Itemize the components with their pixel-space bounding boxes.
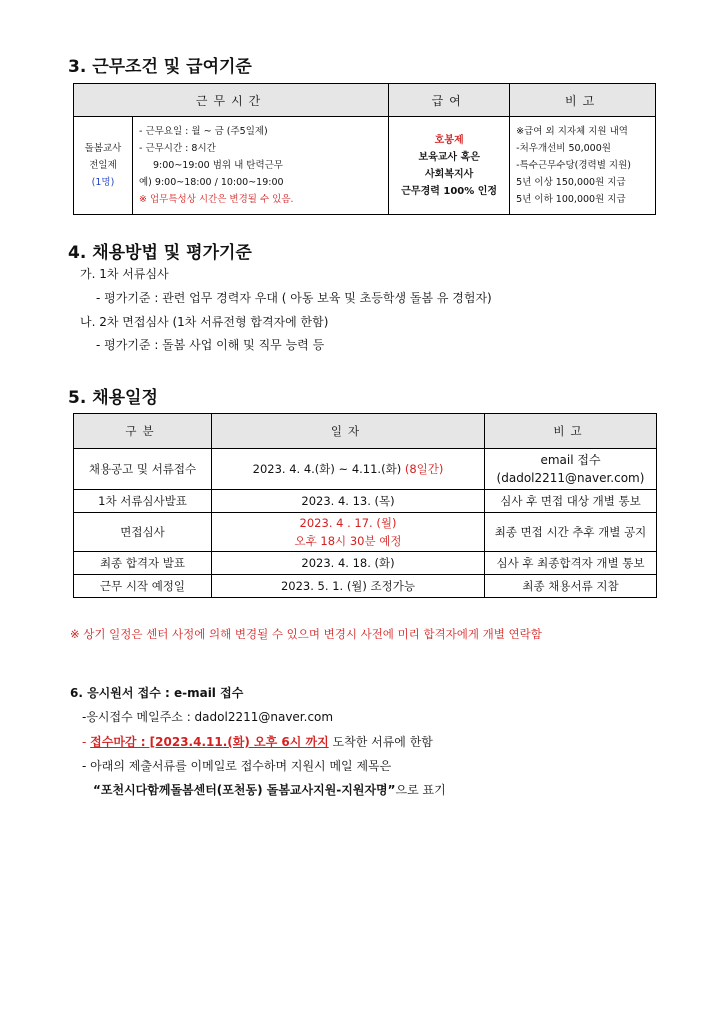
sec4-item-b: 나. 2차 면접심사 (1차 서류전형 합격자에 한함) — [80, 315, 329, 329]
notes-cell: ※급여 외 지자체 지원 내역 -처우개선비 50,000원 -특수근무수당(경력별 지원) 5년 이상 150,000원 지급 5년 이하 100,000원 지급 — [510, 117, 656, 215]
col-notes: 비고 — [510, 84, 656, 117]
schedule-table — [73, 413, 657, 598]
col-pay: 급여 — [389, 84, 510, 117]
col-remarks: 비고 — [485, 414, 657, 449]
col-date: 일자 — [212, 414, 485, 449]
section-4-heading: 4. 채용방법 및 평가기준 — [68, 243, 252, 263]
schedule-notice: ※ 상기 일정은 센터 사정에 의해 변경될 수 있으며 변경시 사전에 미리 합격자에게 개별 연락함 — [70, 627, 542, 641]
sec4-item-b-criteria: - 평가기준 : 돌봄 사업 이해 및 직무 능력 등 — [96, 338, 325, 352]
table-row: 최종 합격자 발표 2023. 4. 18. (화) 심사 후 최종합격자 개별 통보 — [74, 552, 657, 575]
table-row: 채용공고 및 서류접수 2023. 4. 4.(화) ~ 4.11.(화) (8일간) email 접수 (dadol2211@naver.com) — [74, 449, 657, 490]
section-3-heading: 3. 근무조건 및 급여기준 — [68, 57, 252, 77]
section-6-heading: 6. 응시원서 접수 : e-mail 접수 — [70, 686, 244, 700]
work-conditions-table — [73, 83, 656, 215]
email-subject-format: “포천시다함께돌봄센터(포천동) 돌봄교사지원-지원자명”으로 표기 — [93, 783, 446, 797]
section-5-heading: 5. 채용일정 — [68, 388, 158, 408]
pay-cell: 호봉제 보육교사 혹은 사회복지사 근무경력 100% 인정 — [389, 117, 510, 215]
col-category: 구분 — [74, 414, 212, 449]
col-work-hours: 근무시간 — [74, 84, 389, 117]
table-row: 근무 시작 예정일 2023. 5. 1. (월) 조정가능 최종 채용서류 지참 — [74, 575, 657, 598]
role-cell: 돌봄교사 전일제 (1명) — [74, 117, 133, 215]
deadline-text: 접수마감 : [2023.4.11.(화) 오후 6시 까지 — [90, 735, 329, 749]
sec4-item-a: 가. 1차 서류심사 — [80, 267, 169, 281]
submission-instruction: - 아래의 제출서류를 이메일로 접수하며 지원시 메일 제목은 — [82, 759, 392, 773]
application-email: -응시접수 메일주소 : dadol2211@naver.com — [82, 710, 334, 724]
table-row: 1차 서류심사발표 2023. 4. 13. (목) 심사 후 면접 대상 개별 통보 — [74, 490, 657, 513]
deadline-line: - 접수마감 : [2023.4.11.(화) 오후 6시 까지 도착한 서류에 한함 — [82, 735, 433, 749]
sec4-item-a-criteria: - 평가기준 : 관련 업무 경력자 우대 ( 아동 보육 및 초등학생 돌봄 유 경험자) — [96, 291, 492, 305]
hours-cell: - 근무요일 : 월 ~ 금 (주5일제) - 근무시간 : 8시간 9:00~19:00 범위 내 탄력근무 예) 9:00~18:00 / 10:00~19:00 ※ 업무특성상 시간은 변경될 수 있음. — [133, 117, 389, 215]
table-row: 면접심사 2023. 4 . 17. (월) 오후 18시 30분 예정 최종 면접 시간 추후 개별 공지 — [74, 513, 657, 552]
